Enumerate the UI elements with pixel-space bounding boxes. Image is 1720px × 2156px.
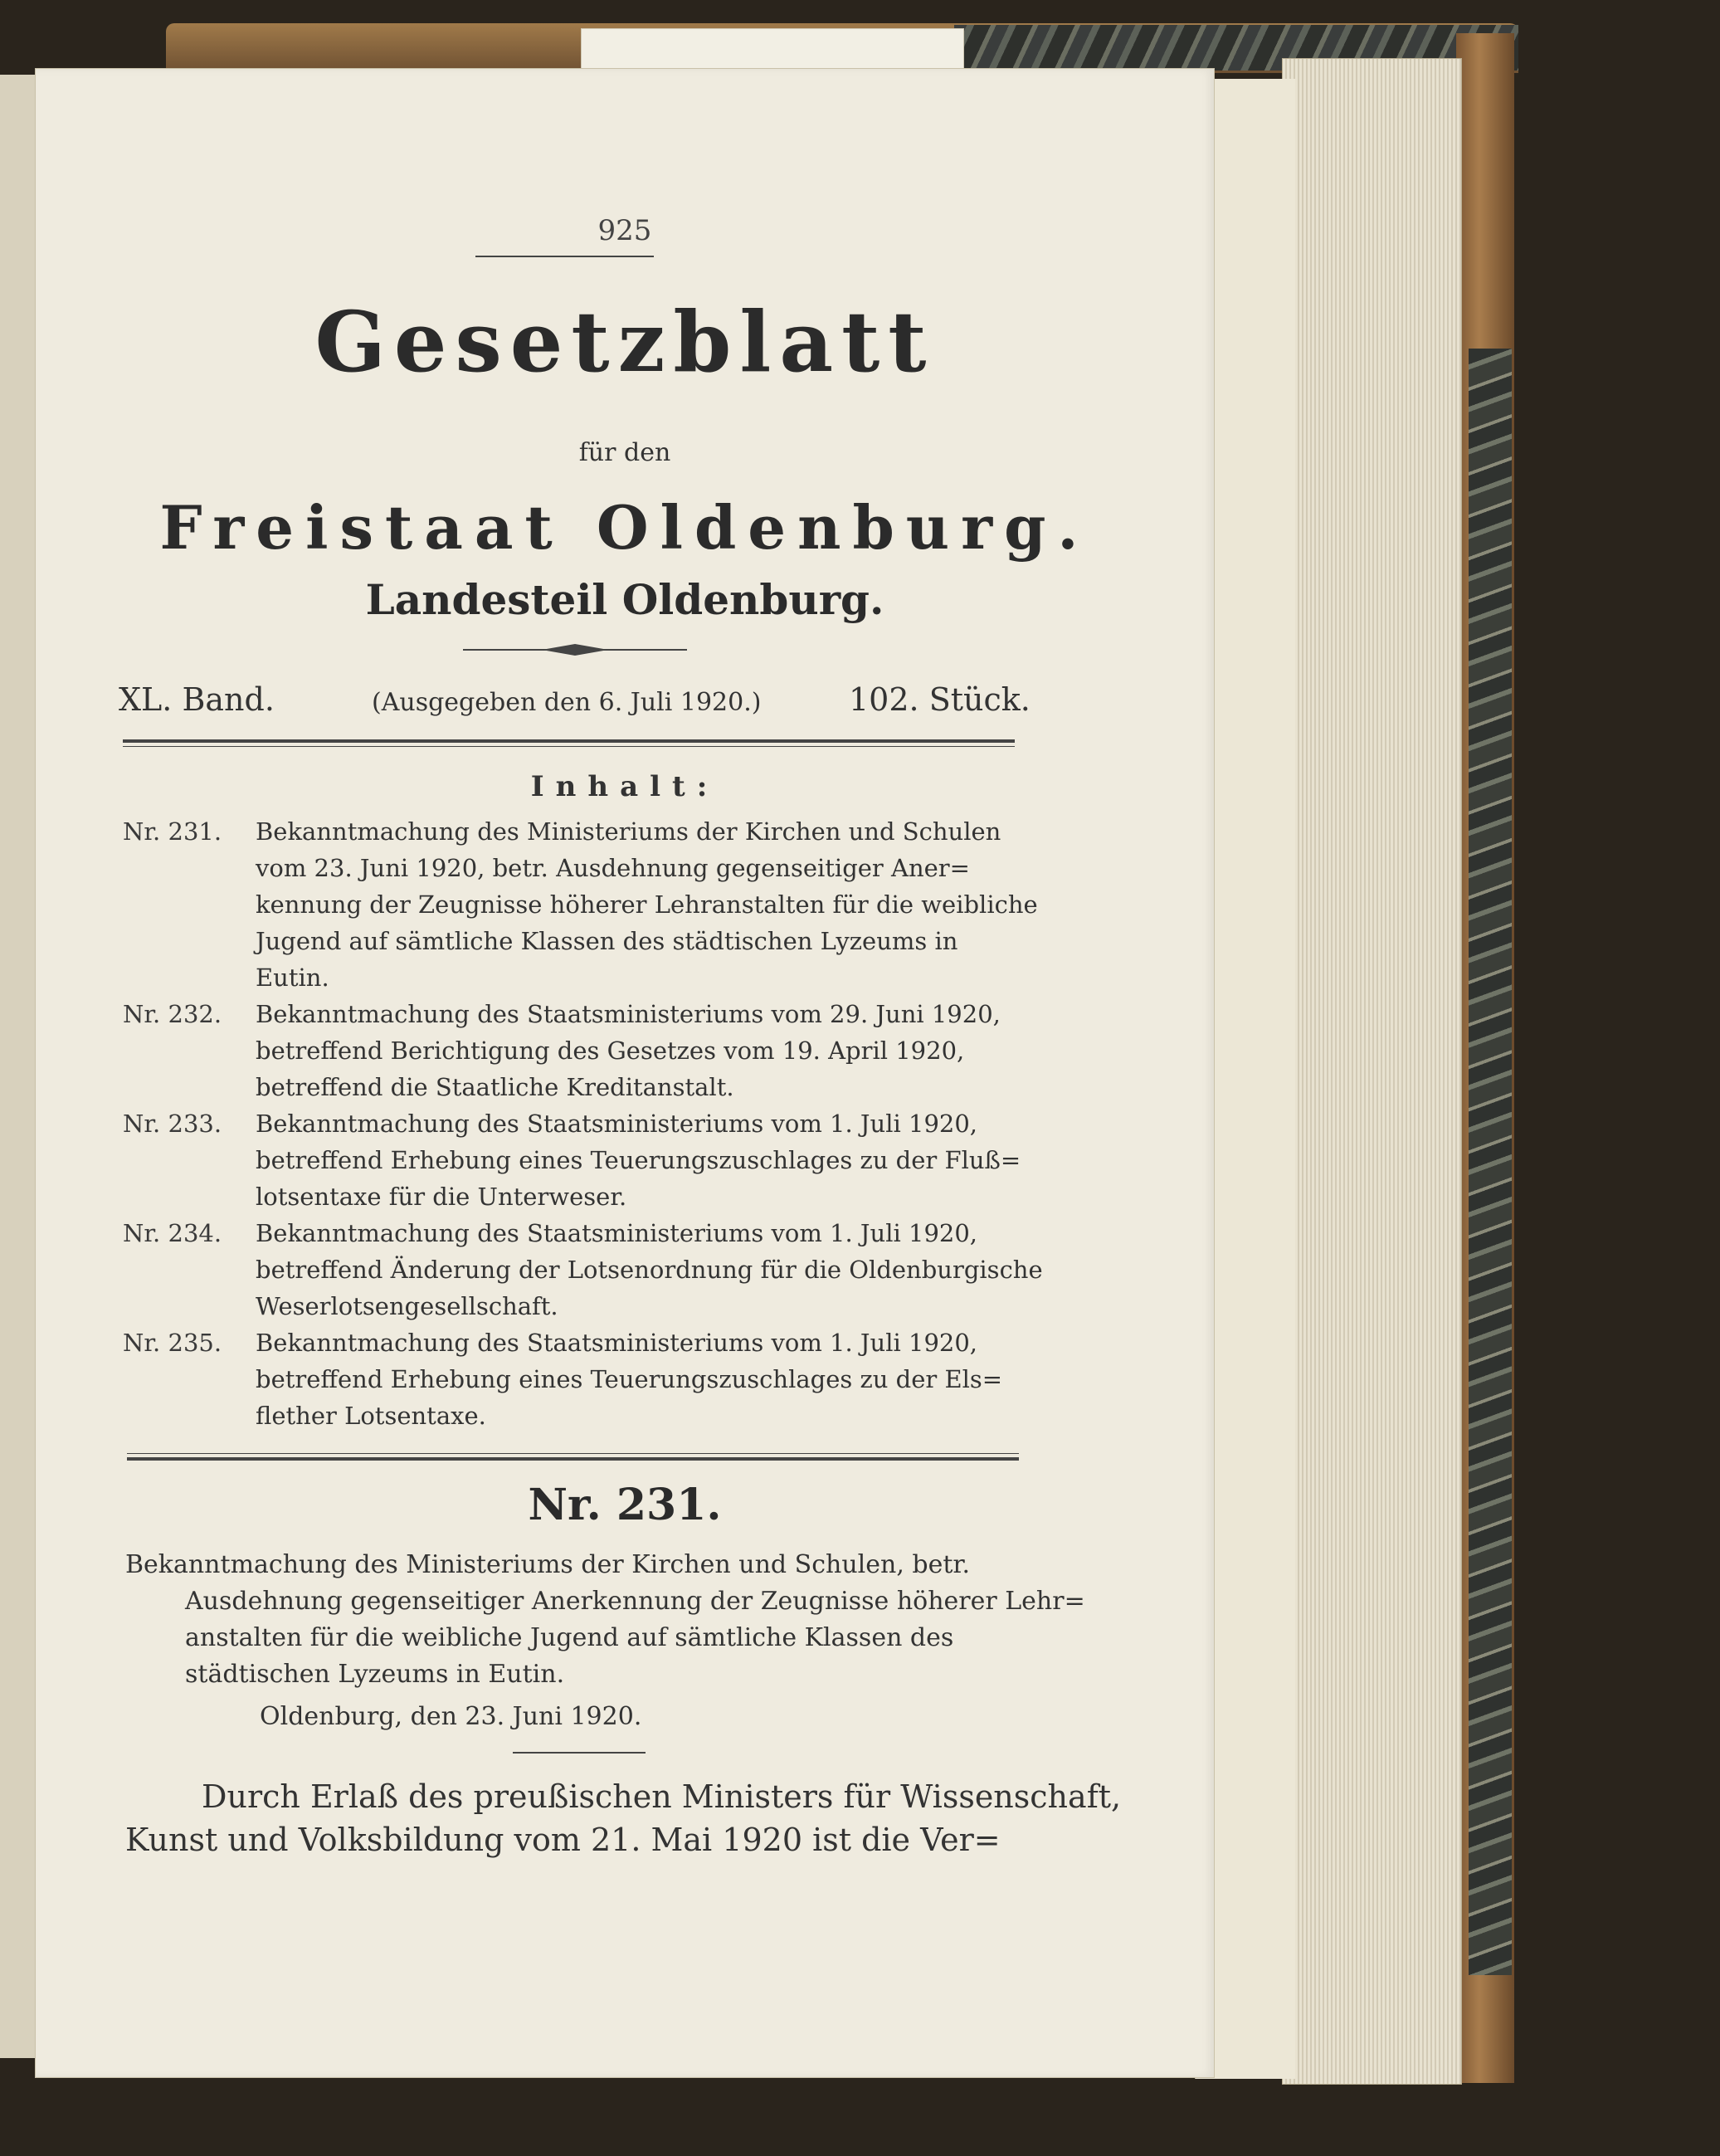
toc-line: Bekanntmachung des Staatsministeriums vom 1. Juli 1920, bbox=[256, 1110, 978, 1138]
toc-line: Eutin. bbox=[256, 963, 329, 992]
section-summary-line: städtischen Lyzeums in Eutin. bbox=[185, 1660, 565, 1689]
toc-line: betreffend Berichtigung des Gesetzes vom 19. April 1920, bbox=[256, 1037, 965, 1065]
section-summary-line: Bekanntmachung des Ministeriums der Kirchen und Schulen, betr. bbox=[125, 1550, 970, 1579]
toc-line: Bekanntmachung des Staatsministeriums vom 1. Juli 1920, bbox=[256, 1219, 978, 1247]
section-heading: Nr. 231. bbox=[528, 1480, 722, 1530]
toc-line: Bekanntmachung des Staatsministeriums vom 1. Juli 1920, bbox=[256, 1329, 978, 1357]
document-page bbox=[35, 68, 1215, 2078]
toc-line: kennung der Zeugnisse höherer Lehranstalten für die weibliche bbox=[256, 890, 1038, 919]
double-rule-bottom bbox=[127, 1457, 1019, 1461]
short-rule bbox=[513, 1752, 646, 1754]
toc-number: Nr. 235. bbox=[123, 1329, 222, 1357]
toc-number: Nr. 234. bbox=[123, 1219, 222, 1247]
double-rule-top bbox=[127, 1453, 1019, 1454]
section-summary-line: anstalten für die weibliche Jugend auf sämtliche Klassen des bbox=[185, 1623, 954, 1652]
page-number-rule bbox=[475, 256, 654, 257]
page-number: 925 bbox=[597, 214, 652, 247]
ornamental-rule bbox=[463, 641, 687, 658]
section-summary-line: Ausdehnung gegenseitiger Anerkennung der Zeugnisse höherer Lehr= bbox=[185, 1587, 1085, 1616]
volume-label: XL. Band. bbox=[119, 681, 275, 718]
page-stack-edge bbox=[1282, 58, 1462, 2085]
toc-line: betreffend Erhebung eines Teuerungszuschlages zu der Fluß= bbox=[256, 1146, 1021, 1174]
issue-date: (Ausgegeben den 6. Juli 1920.) bbox=[372, 688, 762, 717]
double-rule-bottom bbox=[123, 746, 1015, 747]
contents-heading: Inhalt: bbox=[530, 770, 719, 803]
toc-line: betreffend die Staatliche Kreditanstalt. bbox=[256, 1073, 734, 1101]
body-text-line: Kunst und Volksbildung vom 21. Mai 1920 ist die Ver= bbox=[125, 1822, 1001, 1858]
piece-number: 102. Stück. bbox=[849, 681, 1031, 718]
state-title: Freistaat Oldenburg. bbox=[159, 492, 1090, 563]
title-connector: für den bbox=[578, 438, 671, 467]
toc-line: betreffend Erhebung eines Teuerungszuschlages zu der Els= bbox=[256, 1365, 1003, 1393]
toc-line: Jugend auf sämtliche Klassen des städtischen Lyzeums in bbox=[256, 927, 958, 955]
toc-line: flether Lotsentaxe. bbox=[256, 1402, 486, 1430]
toc-number: Nr. 232. bbox=[123, 1000, 222, 1028]
place-date: Oldenburg, den 23. Juni 1920. bbox=[260, 1702, 642, 1731]
body-text-line: Durch Erlaß des preußischen Ministers für Wissenschaft, bbox=[202, 1778, 1122, 1815]
toc-line: vom 23. Juni 1920, betr. Ausdehnung gegenseitiger Aner= bbox=[256, 854, 970, 882]
toc-line: Bekanntmachung des Staatsministeriums vom 29. Juni 1920, bbox=[256, 1000, 1001, 1028]
toc-number: Nr. 233. bbox=[123, 1110, 222, 1138]
toc-number: Nr. 231. bbox=[123, 817, 222, 846]
toc-line: lotsentaxe für die Unterweser. bbox=[256, 1183, 627, 1211]
marbled-spine bbox=[1469, 349, 1512, 1975]
region-title: Landesteil Oldenburg. bbox=[365, 575, 884, 624]
toc-line: betreffend Änderung der Lotsenordnung für die Oldenburgische bbox=[256, 1256, 1043, 1284]
toc-line: Bekanntmachung des Ministeriums der Kirchen und Schulen bbox=[256, 817, 1001, 846]
toc-line: Weserlotsengesellschaft. bbox=[256, 1292, 558, 1320]
gazette-title: Gesetzblatt bbox=[314, 293, 935, 391]
double-rule-top bbox=[123, 739, 1015, 743]
